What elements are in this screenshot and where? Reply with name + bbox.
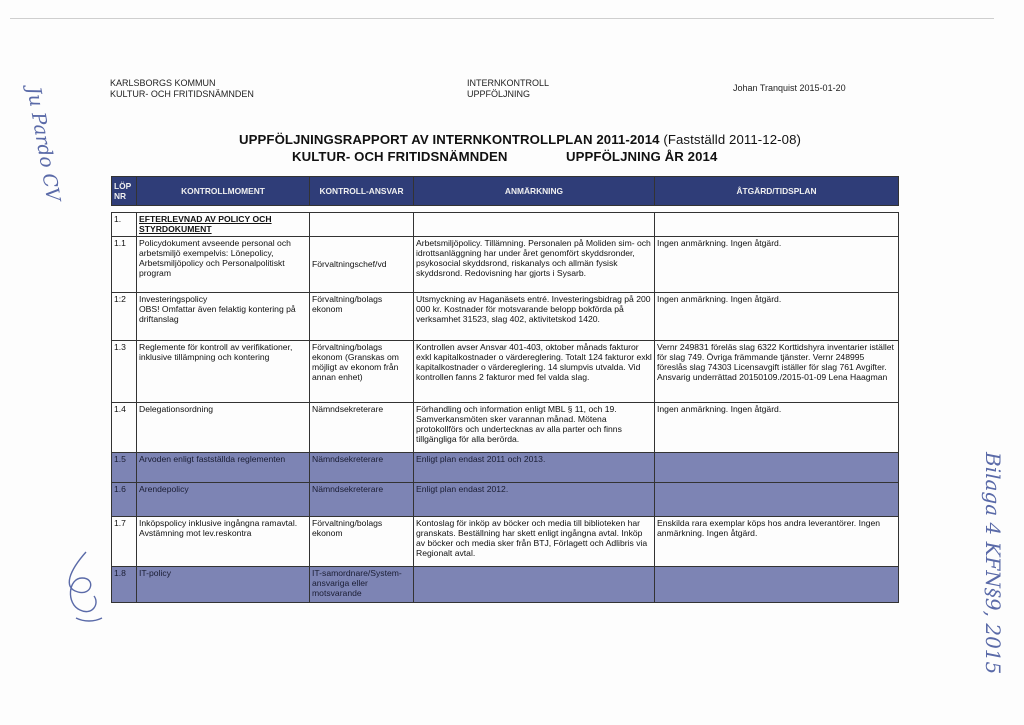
row-nr: 1.3 xyxy=(112,340,137,402)
row-ansvar: IT-samordnare/System-ansvariga eller motsvarande xyxy=(310,566,414,602)
report-title-established: (Fastställd 2011-12-08) xyxy=(659,132,801,147)
row-atgard: Ingen anmärkning. Ingen åtgärd. xyxy=(655,292,899,340)
row-anmarkning: Enligt plan endast 2011 och 2013. xyxy=(414,452,655,482)
row-nr: 1.7 xyxy=(112,516,137,566)
table-row xyxy=(112,452,899,482)
handwritten-signature-icon xyxy=(56,548,106,628)
row-atgard: Ingen anmärkning. Ingen åtgärd. xyxy=(655,236,899,292)
section-nr: 1. xyxy=(112,213,137,237)
row-anmarkning: Kontrollen avser Ansvar 401-403, oktober månads fakturor exkl kapitalkostnader o värdereglering. Totalt 124 fakturor exkl kapitalkostnader o värdereglering. 14 slumpvis utvalda. Vid kontrollen fanns 2 fakturor med fel valda slag. xyxy=(414,340,655,402)
row-atgard: Vernr 249831 föreläs slag 6322 Korttidshyra inventarier istället för slag 749. Övriga främmande tjänster. Vernr 248995 föreslås slag 74303 Licensavgift iställer för slag 761 Avgifter. Ansvarig underrättad 20150109./2015-01-09 Lena Haagman xyxy=(655,340,899,402)
municipality-header xyxy=(110,78,254,100)
table-row xyxy=(112,566,899,602)
row-atgard: Ingen anmärkning. Ingen åtgärd. xyxy=(655,402,899,452)
row-moment: Reglemente för kontroll av verifikationer, inklusive tillämpning och kontering xyxy=(137,340,310,402)
table-row xyxy=(112,402,899,452)
report-title xyxy=(140,131,900,164)
section-row xyxy=(112,213,899,237)
municipality-name: KARLSBORGS KOMMUN xyxy=(110,78,216,88)
table-row xyxy=(112,482,899,516)
row-ansvar: Nämndsekreterare xyxy=(310,402,414,452)
table-header-row xyxy=(112,177,899,206)
header-ansvar: KONTROLL-ANSVAR xyxy=(310,177,414,206)
row-moment: Inköpspolicy inklusive ingångna ramavtal. Avstämning mot lev.reskontra xyxy=(137,516,310,566)
section-title: EFTERLEVNAD AV POLICY OCH STYRDOKUMENT xyxy=(137,213,310,237)
table-row xyxy=(112,292,899,340)
document-type-header xyxy=(467,78,549,100)
document-subtype: UPPFÖLJNING xyxy=(467,89,531,99)
report-title-line1 xyxy=(140,131,900,148)
row-atgard xyxy=(655,452,899,482)
row-ansvar: Nämndsekreterare xyxy=(310,452,414,482)
row-ansvar: Förvaltning/bolags ekonom (Granskas om möjligt av ekonom från annan enhet) xyxy=(310,340,414,402)
row-atgard xyxy=(655,566,899,602)
row-anmarkning: Förhandling och information enligt MBL § 11, och 19. Samverkansmöten sker varannan månad. Mötena protokollförs och undertecknas av alla parter och finns tillgängliga för alla berörda. xyxy=(414,402,655,452)
row-anmarkning: Arbetsmiljöpolicy. Tillämning. Personalen på Moliden sim- och idrottsanläggning har under året genomfört skyddsronder, psykosocial skyddsrond, riskanalys och allmän fysisk skyddsrond. Redovisning har gjorts i Sysarb. xyxy=(414,236,655,292)
row-moment: Arvoden enligt fastställda reglementen xyxy=(137,452,310,482)
row-moment: Policydokument avseende personal och arbetsmiljö exempelvis: Lönepolicy, Arbetsmiljöpolicy och Personalpolitiskt program xyxy=(137,236,310,292)
header-moment: KONTROLLMOMENT xyxy=(137,177,310,206)
internal-control-table xyxy=(111,176,899,603)
row-moment-note: OBS! Omfattar även felaktig kontering på driftanslag xyxy=(139,303,296,325)
row-ansvar: Förvaltning/bolags ekonom xyxy=(310,516,414,566)
row-moment: IT-policy xyxy=(137,566,310,602)
row-moment: Delegationsordning xyxy=(137,402,310,452)
row-anmarkning: Enligt plan endast 2012. xyxy=(414,482,655,516)
row-anmarkning xyxy=(414,566,655,602)
report-year: UPPFÖLJNING ÅR 2014 xyxy=(566,149,718,164)
header-nr: LÖP NR xyxy=(112,177,137,206)
handwritten-note-right: Bilaga 4 KFN§9, 2015 xyxy=(981,452,1005,675)
table-row xyxy=(112,236,899,292)
row-anmarkning: Kontoslag för inköp av böcker och media till biblioteken har granskats. Beställning har skett enligt ingångna avtal. Inköp av böcker och media sker från BTJ, Förlagett och Adlibris via Regionalt avtal. xyxy=(414,516,655,566)
row-ansvar: Förvaltning/bolags ekonom xyxy=(310,292,414,340)
row-moment-text: Investeringspolicy xyxy=(139,293,208,304)
row-atgard xyxy=(655,482,899,516)
row-nr: 1.8 xyxy=(112,566,137,602)
row-moment: Arendepolicy xyxy=(137,482,310,516)
row-nr: 1.6 xyxy=(112,482,137,516)
committee-name: KULTUR- OCH FRITIDSNÄMNDEN xyxy=(110,89,254,99)
row-moment xyxy=(137,292,310,340)
row-ansvar: Nämndsekreterare xyxy=(310,482,414,516)
table-spacer xyxy=(112,206,899,213)
report-title-main: UPPFÖLJNINGSRAPPORT AV INTERNKONTROLLPLAN 2011-2014 xyxy=(239,132,660,147)
row-anmarkning: Utsmyckning av Haganäsets entré. Investeringsbidrag på 200 000 kr. Kostnader för motsvarande belopp bokförda på verksamhet 31523, slag 402, aktivitetskod 1420. xyxy=(414,292,655,340)
scan-edge-line xyxy=(10,18,994,19)
handwritten-note-left: Ju Pardo CV xyxy=(22,85,65,204)
report-committee: KULTUR- OCH FRITIDSNÄMNDEN xyxy=(292,149,508,164)
table-row xyxy=(112,516,899,566)
header-atgard: ÅTGÄRD/TIDSPLAN xyxy=(655,177,899,206)
row-atgard: Enskilda rara exemplar köps hos andra leverantörer. Ingen anmärkning. Ingen åtgärd. xyxy=(655,516,899,566)
author-date: Johan Tranquist 2015-01-20 xyxy=(733,83,846,93)
row-nr: 1.5 xyxy=(112,452,137,482)
table-row xyxy=(112,340,899,402)
row-nr: 1:2 xyxy=(112,292,137,340)
row-ansvar: Förvaltningschef/vd xyxy=(310,236,414,292)
header-anmarkning: ANMÄRKNING xyxy=(414,177,655,206)
row-nr: 1.4 xyxy=(112,402,137,452)
document-type: INTERNKONTROLL xyxy=(467,78,550,88)
row-nr: 1.1 xyxy=(112,236,137,292)
